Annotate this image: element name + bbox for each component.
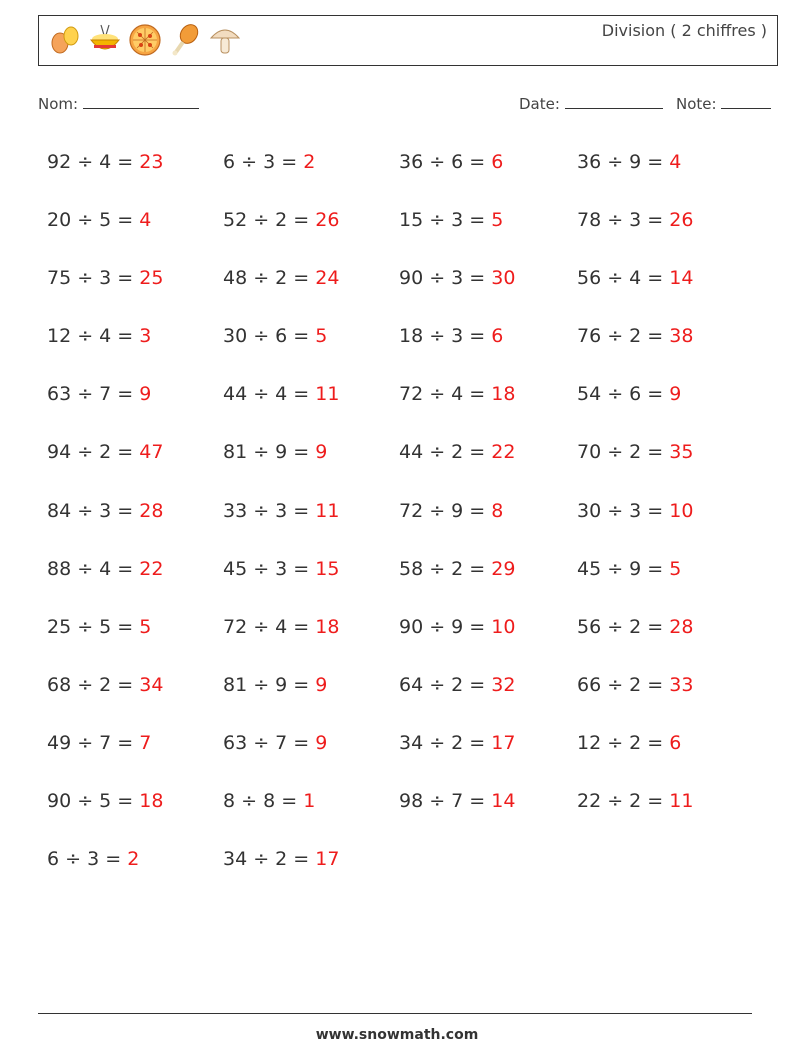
division-problem	[577, 191, 767, 249]
worksheet-title: Division ( 2 chiffres )	[601, 21, 767, 40]
problem-answer: 38	[669, 325, 694, 348]
division-problem	[47, 830, 223, 888]
problem-expression: 63 ÷ 7 =	[47, 383, 140, 406]
problem-answer: 6	[669, 731, 682, 754]
division-problem	[399, 133, 577, 191]
problem-answer: 3	[139, 325, 152, 348]
problem-expression: 33 ÷ 3 =	[223, 499, 316, 522]
food-icons	[47, 22, 243, 58]
division-problem	[223, 772, 399, 830]
problem-expression: 49 ÷ 7 =	[47, 731, 140, 754]
problem-answer: 26	[669, 209, 694, 232]
mushroom-icon	[207, 22, 243, 58]
problem-expression: 15 ÷ 3 =	[399, 209, 492, 232]
division-problem	[223, 830, 399, 888]
problem-grid	[47, 133, 767, 888]
drumstick-icon	[167, 22, 203, 58]
division-problem	[223, 365, 399, 423]
problem-expression: 84 ÷ 3 =	[47, 499, 140, 522]
division-problem	[399, 249, 577, 307]
division-problem	[577, 714, 767, 772]
division-problem	[47, 133, 223, 191]
problem-answer: 28	[139, 499, 164, 522]
problem-answer: 47	[139, 441, 164, 464]
division-problem	[47, 249, 223, 307]
division-problem	[577, 656, 767, 714]
problem-expression: 90 ÷ 5 =	[47, 790, 140, 813]
footer-url: www.snowmath.com	[315, 1027, 479, 1043]
problem-answer: 7	[139, 731, 152, 754]
problem-answer: 11	[315, 499, 340, 522]
problem-answer: 26	[315, 209, 340, 232]
division-problem	[47, 365, 223, 423]
problem-answer: 9	[139, 383, 152, 406]
rice-bowl-icon	[87, 22, 123, 58]
problem-answer: 34	[139, 673, 164, 696]
problem-answer: 8	[491, 499, 504, 522]
division-problem	[47, 423, 223, 481]
problem-expression: 34 ÷ 2 =	[223, 848, 316, 871]
division-problem	[577, 249, 767, 307]
division-problem	[47, 656, 223, 714]
problem-expression: 68 ÷ 2 =	[47, 673, 140, 696]
problem-expression: 75 ÷ 3 =	[47, 267, 140, 290]
problem-answer: 9	[315, 441, 328, 464]
problem-answer: 14	[491, 790, 516, 813]
problem-expression: 36 ÷ 9 =	[577, 151, 670, 173]
division-problem	[399, 191, 577, 249]
division-problem	[399, 714, 577, 772]
division-problem	[399, 540, 577, 598]
problem-answer: 11	[669, 790, 694, 813]
problem-expression: 6 ÷ 3 =	[223, 151, 304, 173]
division-problem	[399, 656, 577, 714]
name-label: Nom:	[38, 95, 79, 113]
problem-answer: 4	[139, 209, 152, 232]
problem-expression: 34 ÷ 2 =	[399, 731, 492, 754]
problem-answer: 28	[669, 615, 694, 638]
division-problem	[223, 598, 399, 656]
division-problem	[577, 365, 767, 423]
footer-divider	[38, 1013, 752, 1014]
problem-answer: 33	[669, 673, 694, 696]
division-problem	[47, 540, 223, 598]
pizza-icon	[127, 22, 163, 58]
problem-expression: 72 ÷ 4 =	[223, 615, 316, 638]
problem-answer: 15	[315, 557, 340, 580]
problem-answer: 18	[491, 383, 516, 406]
problem-answer: 5	[491, 209, 504, 232]
problem-answer: 5	[669, 557, 682, 580]
problem-expression: 36 ÷ 6 =	[399, 151, 492, 173]
division-problem	[223, 191, 399, 249]
division-problem	[47, 307, 223, 365]
problem-expression: 90 ÷ 9 =	[399, 615, 492, 638]
problem-expression: 88 ÷ 4 =	[47, 557, 140, 580]
problem-expression: 63 ÷ 7 =	[223, 731, 316, 754]
problem-answer: 22	[491, 441, 516, 464]
problem-answer: 9	[315, 673, 328, 696]
problem-answer: 5	[139, 615, 152, 638]
division-problem	[223, 307, 399, 365]
problem-answer: 2	[303, 151, 316, 173]
problem-expression: 20 ÷ 5 =	[47, 209, 140, 232]
problem-answer: 32	[491, 673, 516, 696]
problem-answer: 10	[669, 499, 694, 522]
problem-expression: 45 ÷ 3 =	[223, 557, 316, 580]
grade-blank	[721, 94, 771, 109]
problem-answer: 1	[303, 790, 316, 813]
problem-expression: 58 ÷ 2 =	[399, 557, 492, 580]
problem-expression: 48 ÷ 2 =	[223, 267, 316, 290]
problem-answer: 6	[491, 151, 504, 173]
problem-answer: 25	[139, 267, 164, 290]
division-problem	[577, 482, 767, 540]
problem-expression: 30 ÷ 3 =	[577, 499, 670, 522]
problem-expression: 44 ÷ 2 =	[399, 441, 492, 464]
problem-expression: 78 ÷ 3 =	[577, 209, 670, 232]
problem-expression: 54 ÷ 6 =	[577, 383, 670, 406]
division-problem	[223, 482, 399, 540]
division-problem	[399, 482, 577, 540]
date-label: Date:	[519, 95, 560, 113]
problem-expression: 12 ÷ 2 =	[577, 731, 670, 754]
problem-answer: 29	[491, 557, 516, 580]
division-problem	[577, 307, 767, 365]
division-problem	[47, 482, 223, 540]
problem-expression: 52 ÷ 2 =	[223, 209, 316, 232]
date-field	[519, 94, 663, 113]
division-problem	[577, 772, 767, 830]
problem-expression: 12 ÷ 4 =	[47, 325, 140, 348]
problem-answer: 22	[139, 557, 164, 580]
division-problem	[223, 540, 399, 598]
division-problem	[577, 423, 767, 481]
problem-answer: 10	[491, 615, 516, 638]
division-problem	[399, 307, 577, 365]
problem-expression: 6 ÷ 3 =	[47, 848, 128, 871]
division-problem	[577, 540, 767, 598]
problem-answer: 2	[127, 848, 140, 871]
problem-expression: 30 ÷ 6 =	[223, 325, 316, 348]
division-problem	[577, 598, 767, 656]
problem-answer: 30	[491, 267, 516, 290]
division-problem	[223, 714, 399, 772]
name-blank	[83, 94, 199, 109]
division-problem	[223, 249, 399, 307]
name-field	[38, 94, 199, 113]
problem-expression: 66 ÷ 2 =	[577, 673, 670, 696]
grade-field	[676, 94, 771, 113]
division-problem	[399, 598, 577, 656]
problem-answer: 14	[669, 267, 694, 290]
problem-expression: 76 ÷ 2 =	[577, 325, 670, 348]
division-problem	[577, 133, 767, 191]
problem-answer: 18	[139, 790, 164, 813]
problem-answer: 11	[315, 383, 340, 406]
problem-answer: 18	[315, 615, 340, 638]
division-problem	[223, 656, 399, 714]
problem-answer: 17	[491, 731, 516, 754]
problem-expression: 45 ÷ 9 =	[577, 557, 670, 580]
date-blank	[565, 94, 663, 109]
problem-expression: 81 ÷ 9 =	[223, 673, 316, 696]
problem-expression: 94 ÷ 2 =	[47, 441, 140, 464]
division-problem	[47, 772, 223, 830]
problem-answer: 9	[315, 731, 328, 754]
problem-expression: 25 ÷ 5 =	[47, 615, 140, 638]
problem-expression: 18 ÷ 3 =	[399, 325, 492, 348]
problem-expression: 8 ÷ 8 =	[223, 790, 304, 813]
problem-expression: 72 ÷ 4 =	[399, 383, 492, 406]
problem-answer: 35	[669, 441, 694, 464]
problem-expression: 92 ÷ 4 =	[47, 151, 140, 173]
problem-answer: 17	[315, 848, 340, 871]
problem-answer: 23	[139, 151, 164, 173]
problem-answer: 24	[315, 267, 340, 290]
problem-expression: 81 ÷ 9 =	[223, 441, 316, 464]
worksheet-header	[38, 15, 778, 66]
eggs-icon	[47, 22, 83, 58]
problem-expression: 98 ÷ 7 =	[399, 790, 492, 813]
problem-answer: 9	[669, 383, 682, 406]
problem-expression: 56 ÷ 4 =	[577, 267, 670, 290]
division-problem	[399, 365, 577, 423]
grade-label: Note:	[676, 95, 717, 113]
division-problem	[223, 133, 399, 191]
problem-answer: 6	[491, 325, 504, 348]
problem-expression: 70 ÷ 2 =	[577, 441, 670, 464]
division-problem	[47, 191, 223, 249]
problem-expression: 56 ÷ 2 =	[577, 615, 670, 638]
problem-answer: 4	[669, 151, 682, 173]
problem-expression: 64 ÷ 2 =	[399, 673, 492, 696]
division-problem	[47, 598, 223, 656]
problem-expression: 22 ÷ 2 =	[577, 790, 670, 813]
problem-expression: 72 ÷ 9 =	[399, 499, 492, 522]
division-problem	[223, 423, 399, 481]
problem-answer: 5	[315, 325, 328, 348]
problem-expression: 90 ÷ 3 =	[399, 267, 492, 290]
division-problem	[399, 772, 577, 830]
division-problem	[47, 714, 223, 772]
problem-expression: 44 ÷ 4 =	[223, 383, 316, 406]
division-problem	[399, 423, 577, 481]
